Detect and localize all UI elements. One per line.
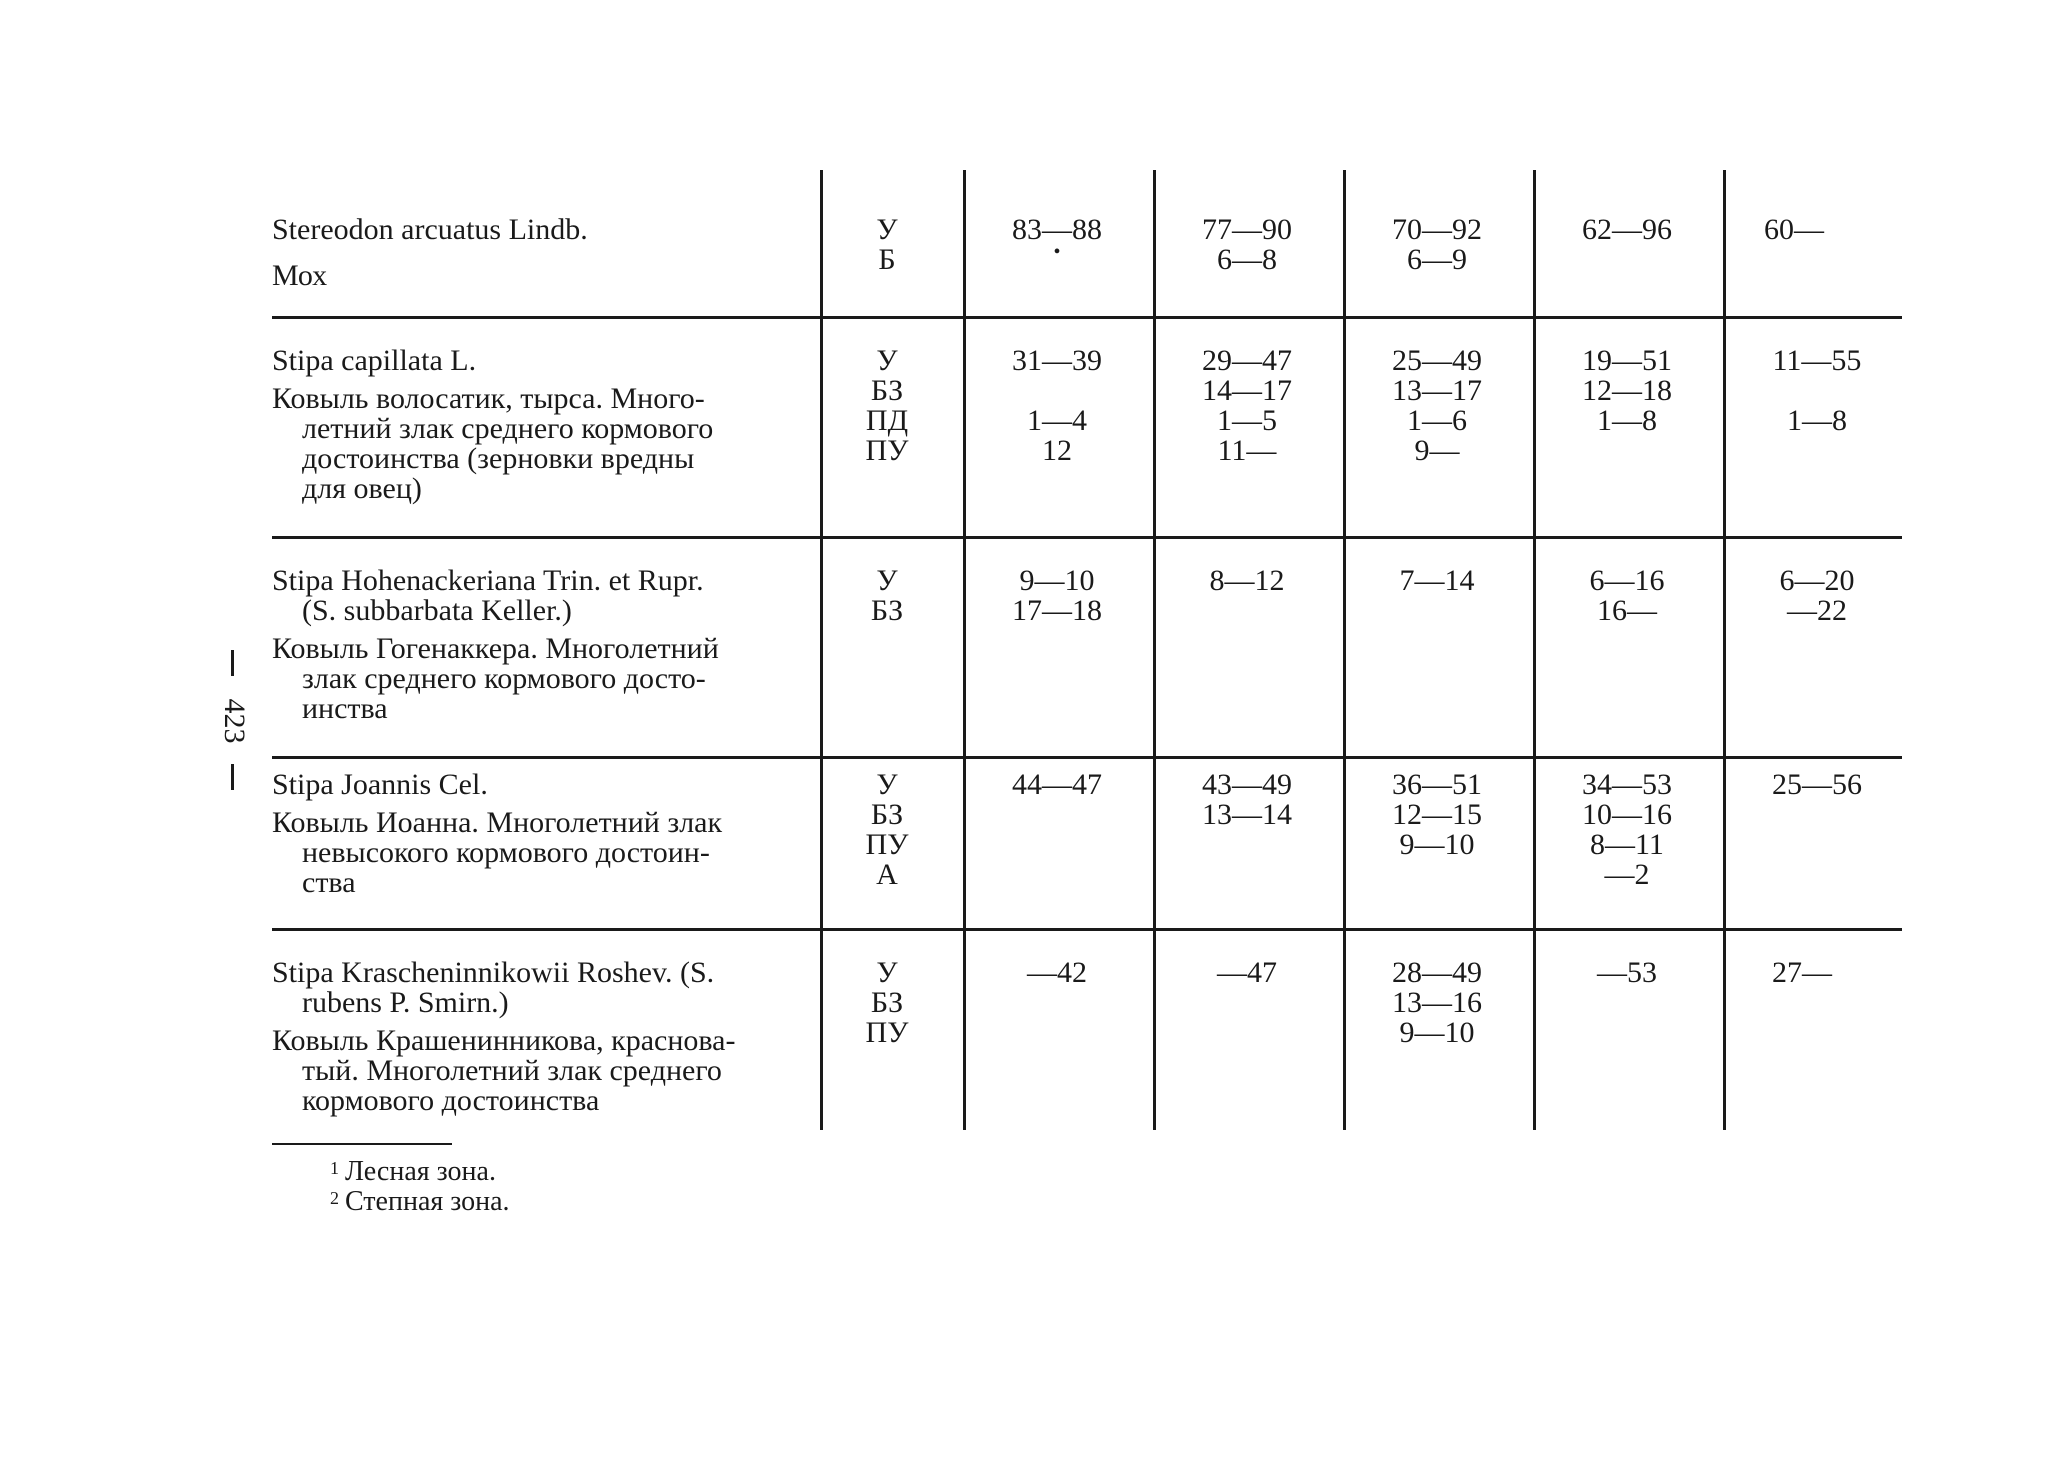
value-cell: 27— <box>1772 956 1832 989</box>
value-cell: 7—14 <box>1399 564 1475 597</box>
value-cell: 43—49 13—14 <box>1202 768 1292 831</box>
value-cell: 11—55 1—8 <box>1772 344 1862 437</box>
latin-name: Stipa Hohenackeriana Trin. et Rupr. (S. subbarbata Keller.) <box>272 564 704 627</box>
value-cell: 25—56 <box>1772 768 1862 801</box>
value-cell: 44—47 <box>1012 768 1102 801</box>
value-cell: 62—96 <box>1582 213 1672 246</box>
row-separator <box>272 928 1902 931</box>
russian-description: Мох <box>272 259 328 292</box>
value-cell: —47 <box>1217 956 1277 989</box>
column-rule <box>1533 170 1536 1130</box>
latin-name: Stipa Krascheninnikowii Roshev. (S. rubens P. Smirn.) <box>272 956 715 1019</box>
value-cell: 6—16 16— <box>1589 564 1665 627</box>
species-name-cell <box>272 770 805 898</box>
value-cell: 6—20 —22 <box>1779 564 1855 627</box>
footnote: $^2$ Степная зона. <box>330 1186 510 1217</box>
value-cell: 36—51 12—15 9—10 <box>1392 768 1482 861</box>
value-cell: 34—53 10—16 8—11 —2 <box>1582 768 1672 891</box>
column-rule <box>1343 170 1346 1130</box>
russian-description: Ковыль Крашенинникова, краснова- тый. Многолетний злак среднего кормового достоинства <box>272 1024 736 1117</box>
page-number-text: 423 <box>218 698 251 744</box>
latin-name: Stipa capillata L. <box>272 344 477 377</box>
species-name-cell <box>272 958 805 1116</box>
latin-name: Stipa Joannis Cel. <box>272 768 488 801</box>
footnote: $^1$ Лесная зона. <box>330 1156 496 1187</box>
latin-name: Stereodon arcuatus Lindb. <box>272 213 588 246</box>
value-cell: 70—92 6—9 <box>1392 213 1482 276</box>
species-name-cell <box>272 215 805 291</box>
zone-codes: У БЗ ПД ПУ <box>865 344 909 467</box>
zone-codes: У БЗ <box>870 564 904 627</box>
zone-codes: У Б <box>876 213 898 276</box>
column-rule <box>1153 170 1156 1130</box>
value-cell: 77—90 6—8 <box>1202 213 1292 276</box>
row-separator <box>272 316 1902 319</box>
row-separator <box>272 536 1902 539</box>
russian-description: Ковыль Гогенаккера. Многолетний злак среднего кормового досто- инства <box>272 632 719 725</box>
page-number-dash <box>231 650 234 676</box>
value-cell: 60— <box>1764 213 1824 246</box>
value-cell: 8—12 <box>1209 564 1285 597</box>
column-rule <box>963 170 966 1130</box>
russian-description: Ковыль волосатик, тырса. Много- летний злак среднего кормового достоинства (зерновки вредны для овец) <box>272 382 714 505</box>
page-number <box>212 650 252 790</box>
footnote-rule <box>272 1143 452 1145</box>
species-name-cell <box>272 566 805 724</box>
value-cell: 28—49 13—16 9—10 <box>1392 956 1482 1049</box>
row-separator <box>272 756 1902 759</box>
value-cell: 25—49 13—17 1—6 9— <box>1392 344 1482 467</box>
species-name-cell <box>272 346 805 504</box>
zone-codes: У БЗ ПУ <box>865 956 909 1049</box>
value-cell: —53 <box>1597 956 1657 989</box>
column-rule <box>1723 170 1726 1130</box>
value-cell: 9—10 17—18 <box>1012 564 1102 627</box>
value-cell: 31—39 1—4 12 <box>1012 344 1102 467</box>
value-cell: —42 <box>1027 956 1087 989</box>
value-cell: 19—51 12—18 1—8 <box>1582 344 1672 437</box>
value-cell: 29—47 14—17 1—5 11— <box>1202 344 1292 467</box>
value-cell: 83—88 • <box>1012 213 1102 263</box>
page-number-dash <box>231 764 234 790</box>
russian-description: Ковыль Иоанна. Многолетний злак невысокого кормового достоин- ства <box>272 806 723 899</box>
zone-codes: У БЗ ПУ А <box>865 768 909 891</box>
